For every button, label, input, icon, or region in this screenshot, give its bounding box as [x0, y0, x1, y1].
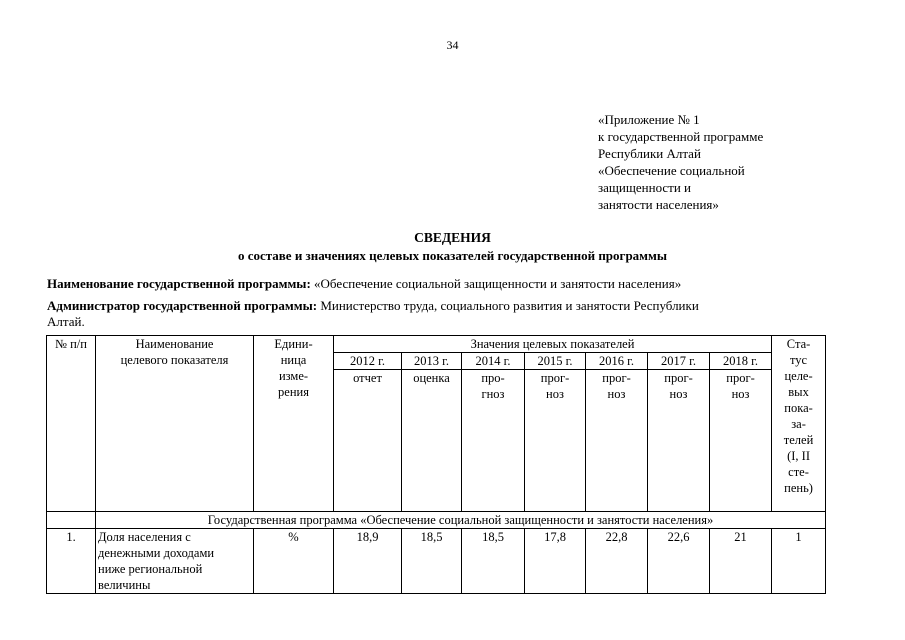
appendix-line: Республики Алтай [598, 146, 701, 161]
value-type-line: оценка [413, 371, 450, 385]
row-value: 18,9 [334, 529, 402, 594]
row-value: 18,5 [462, 529, 525, 594]
header-indicator-name [96, 336, 254, 512]
header-name-line: целевого показателя [120, 353, 229, 367]
header-status-line: Ста- [786, 337, 811, 351]
row-name-line: величины [98, 578, 151, 592]
header-value-type [586, 370, 648, 512]
row-value: 22,8 [586, 529, 648, 594]
header-year: 2014 г. [462, 353, 525, 370]
row-value: 18,5 [402, 529, 462, 594]
appendix-line: занятости населения» [598, 197, 719, 212]
appendix-line: «Обеспечение социальной [598, 163, 745, 178]
section-title: Государственная программа «Обеспечение социальной защищенности и занятости населения» [96, 512, 826, 529]
header-row [47, 336, 826, 353]
section-row [47, 512, 826, 529]
value-type-line: прог- [540, 371, 570, 385]
value-type-line: прог- [664, 371, 693, 385]
row-value: 22,6 [648, 529, 710, 594]
header-status-line: сте- [788, 465, 809, 479]
header-value-type [462, 370, 525, 512]
header-value-type [402, 370, 462, 512]
header-name-line: Наименование [135, 337, 214, 351]
header-year: 2015 г. [525, 353, 586, 370]
program-admin-value: Министерство труда, социального развития и занятости Республики [320, 298, 699, 313]
header-unit [254, 336, 334, 512]
header-status-line: целе- [784, 369, 813, 383]
value-type-line: отчет [353, 371, 382, 385]
header-unit-line: ница [280, 353, 307, 367]
section-num-cell [47, 512, 96, 529]
appendix-note [598, 111, 898, 213]
header-num: № п/п [47, 336, 96, 512]
header-status-line: тус [789, 353, 808, 367]
header-value-type [648, 370, 710, 512]
header-status-line: (I, II [787, 449, 810, 463]
header-year: 2016 г. [586, 353, 648, 370]
header-status-line: пень) [784, 481, 813, 495]
program-admin-value-cont: Алтай. [47, 314, 85, 329]
row-name-line: денежными доходами [98, 546, 215, 560]
program-admin-label: Администратор государственной программы: [47, 298, 318, 313]
header-year: 2012 г. [334, 353, 402, 370]
document-subtitle: о составе и значениях целевых показателей государственной программы [237, 248, 668, 263]
value-type-line: ноз [607, 387, 626, 401]
program-name [47, 276, 847, 292]
header-unit-line: рения [278, 385, 309, 399]
page-number: 34 [446, 38, 459, 52]
header-unit-line: изме- [278, 369, 309, 383]
document-title: СВЕДЕНИЯ [414, 230, 491, 245]
header-status-line: пока- [784, 401, 813, 415]
program-name-value: «Обеспечение социальной защищенности и занятости населения» [314, 276, 682, 291]
header-value-type [525, 370, 586, 512]
row-name-line: Доля населения с [98, 530, 191, 544]
row-unit: % [254, 529, 334, 594]
value-type-line: ноз [731, 387, 750, 401]
indicators-table [46, 335, 826, 594]
row-status: 1 [772, 529, 826, 594]
value-type-line: про- [481, 371, 505, 385]
row-name-line: ниже региональной [98, 562, 203, 576]
row-value: 17,8 [525, 529, 586, 594]
header-status [772, 336, 826, 512]
header-unit-line: Едини- [274, 337, 313, 351]
table-row [47, 529, 826, 594]
value-type-line: ноз [669, 387, 688, 401]
value-type-line: ноз [546, 387, 564, 401]
appendix-line: к государственной программе [598, 129, 764, 144]
header-status-line: телей [783, 433, 814, 447]
value-type-line: прог- [602, 371, 631, 385]
header-values-group: Значения целевых показателей [334, 336, 772, 353]
row-num: 1. [47, 529, 96, 594]
appendix-line: «Приложение № 1 [598, 112, 700, 127]
program-admin [47, 298, 847, 330]
value-type-line: прог- [726, 371, 755, 385]
appendix-line: защищенности и [598, 180, 692, 195]
value-type-line: гноз [481, 387, 505, 401]
row-value: 21 [710, 529, 772, 594]
header-status-line: вых [788, 385, 809, 399]
row-indicator-name [96, 529, 254, 594]
header-year: 2013 г. [402, 353, 462, 370]
header-value-type [710, 370, 772, 512]
header-year: 2018 г. [710, 353, 772, 370]
header-value-type [334, 370, 402, 512]
program-name-label: Наименование государственной программы: [47, 276, 311, 291]
header-status-line: за- [791, 417, 806, 431]
header-year: 2017 г. [648, 353, 710, 370]
